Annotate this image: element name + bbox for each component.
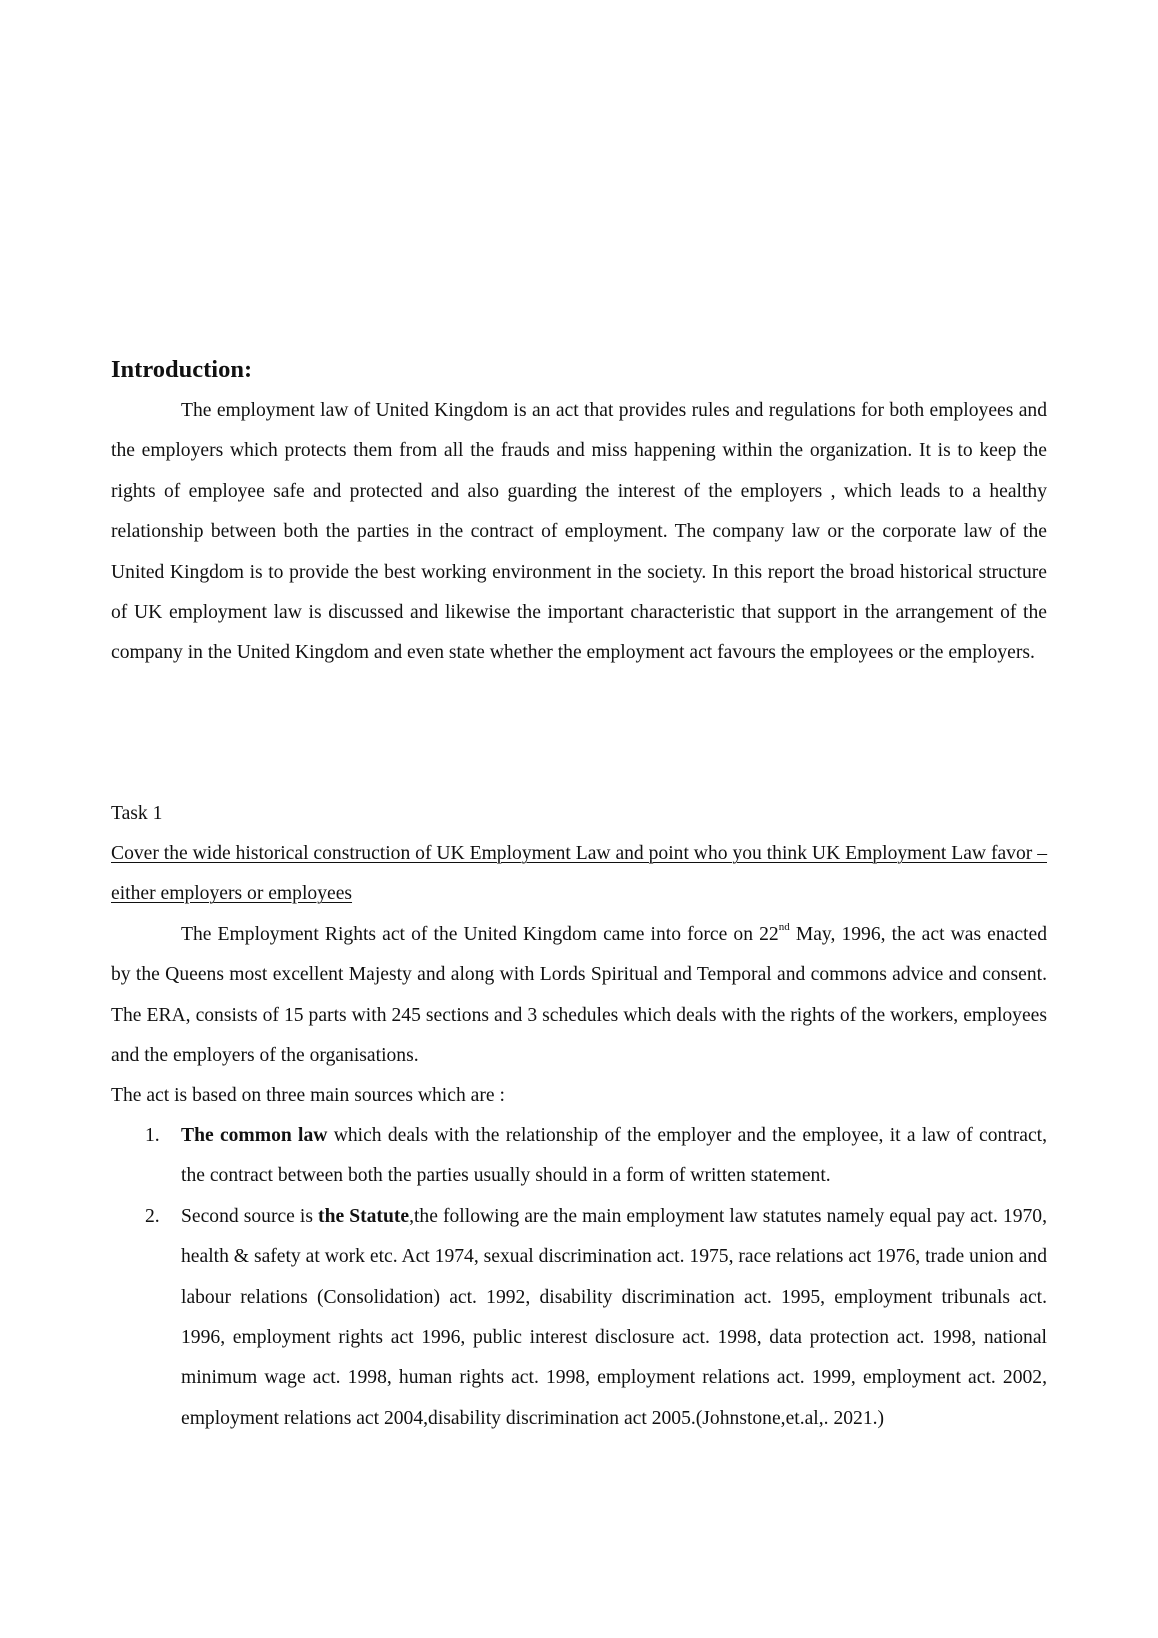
list-number: 1.	[145, 1125, 160, 1146]
ordinal-superscript: nd	[778, 921, 790, 934]
list-item-statute	[111, 1197, 1047, 1439]
task-question: Cover the wide historical construction of UK Employment Law and point who you think UK Employment Law favor – either employers or employees	[111, 843, 1047, 905]
list-item-common-law	[111, 1116, 1047, 1197]
era-paragraph	[111, 915, 1047, 1077]
intro-paragraph: The employment law of United Kingdom is an act that provides rules and regulations for both employees and the employers which protects them from all the frauds and miss happening within the organization. It is to keep the rights of employee safe and protected and also guarding the interest of the employers , which leads to a healthy relationship between both the parties in the contract of employment. The company law or the corporate law of the United Kingdom is to provide the best working environment in the society. In this report the broad historical structure of UK employment law is discussed and likewise the important characteristic that support in the arrangement of the company in the United Kingdom and even state whether the employment act favours the employees or the employers.	[111, 400, 1047, 664]
sources-list	[111, 1116, 1047, 1439]
sources-intro: The act is based on three main sources which are :	[111, 1085, 505, 1106]
list-item-bold-term: the Statute	[318, 1205, 410, 1227]
list-item-bold-term: The common law	[181, 1125, 328, 1146]
list-item-text: ,the following are the main employment law statutes namely equal pay act. 1970, health & safety at work etc. Act 1974, sexual discrimination act. 1975, race relations act 1976, trade union and labour relations (Consolidation) act. 1992, disability discrimination act. 1995, employment tribunals act. 1996, employment rights act 1996, public interest disclosure act. 1998, data protection act. 1998, national minimum wage act. 1998, human rights act. 1998, employment relations act. 1999, employment act. 2002, employment relations act 2004,disability discrimination act 2005.(Johnstone,et.al,. 2021.)	[181, 1205, 1047, 1429]
era-text-end: May, 1996, the act was enacted by the Queens most excellent Majesty and along with Lords Spiritual and Temporal and commons advice and consent. The ERA, consists of 15 parts with 245 sections and 3 schedules which deals with the rights of the workers, employees and the employers of the organisations.	[111, 924, 1047, 1067]
list-item-prefix: Second source is	[181, 1205, 319, 1227]
intro-paragraph-block	[111, 391, 1047, 674]
section-heading-introduction: Introduction:	[111, 356, 253, 383]
list-number: 2.	[145, 1205, 160, 1227]
list-item-text: which deals with the relationship of the employer and the employee, it a law of contract, the contract between both the parties usually should in a form of written statement.	[181, 1125, 1047, 1187]
task-label: Task 1	[111, 803, 163, 824]
era-text-start: The Employment Rights act of the United Kingdom came into force on 22	[181, 924, 779, 945]
era-paragraph-block	[111, 915, 1047, 1077]
